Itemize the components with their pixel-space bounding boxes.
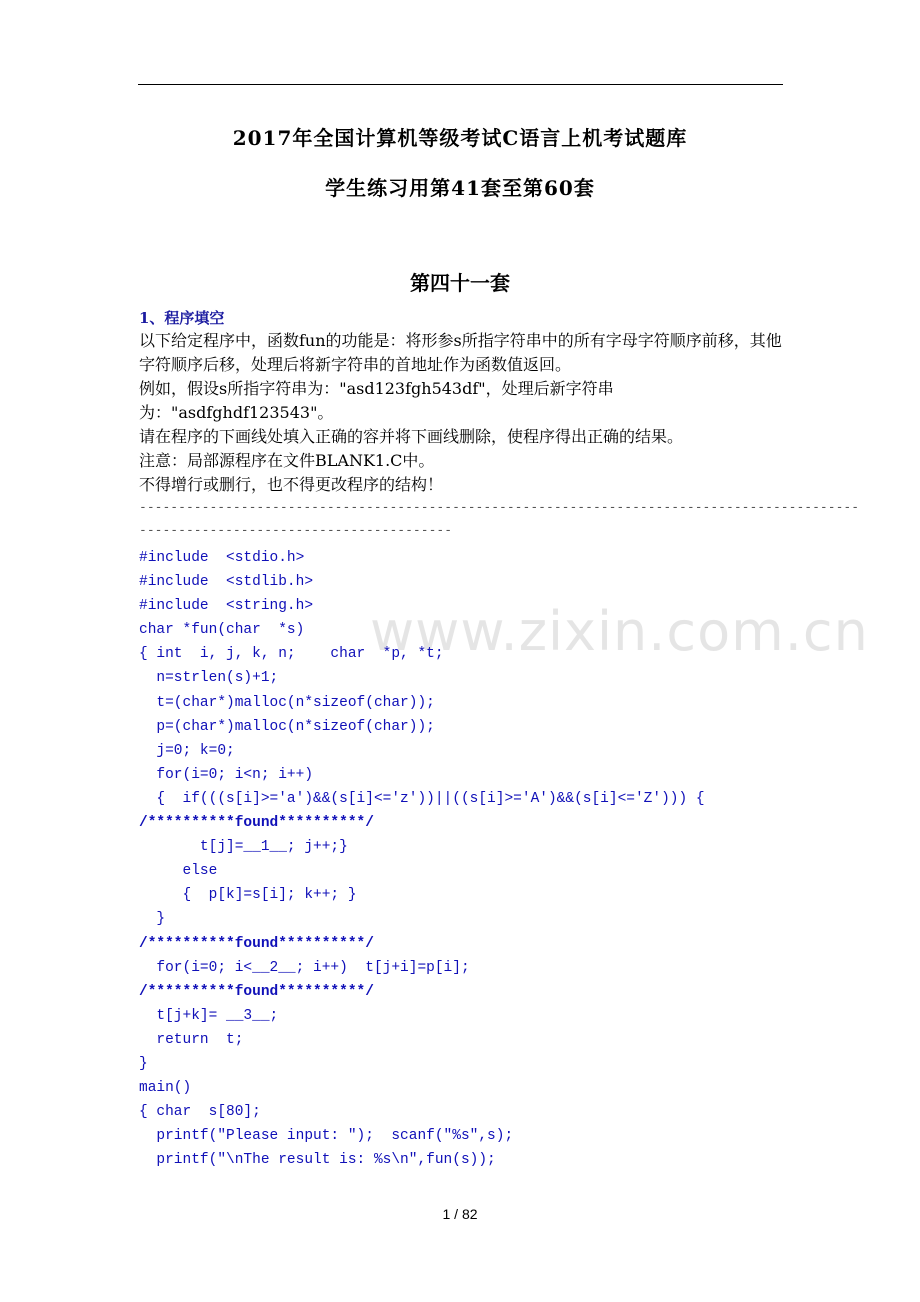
set-heading: 第四十一套 <box>410 271 510 295</box>
document-title: 2017年全国计算机等级考试C语言上机考试题库 <box>232 126 688 150</box>
code-line: #include <string.h> <box>139 598 314 615</box>
code-line: n=strlen(s)+1; <box>139 670 279 687</box>
code-line: { if(((s[i]>='a')&&(s[i]<='z'))||((s[i]>='A')&&(s[i]<='Z'))) { <box>139 790 705 807</box>
code-line: { int i, j, k, n; char *p, *t; <box>139 646 444 663</box>
code-line: } <box>139 911 166 928</box>
found-marker: /**********found**********/ <box>139 935 374 952</box>
code-line: p=(char*)malloc(n*sizeof(char)); <box>139 718 435 735</box>
code-line: else <box>139 863 218 880</box>
header-rule <box>138 84 783 85</box>
watermark: www.zixin.com.cn <box>370 600 869 663</box>
code-line: #include <stdio.h> <box>139 550 305 566</box>
code-line: t[j]=__1__; j++;} <box>139 839 348 856</box>
code-line: t[j+k]= __3__; <box>139 1007 279 1024</box>
code-line: for(i=0; i<__2__; i++) t[j+i]=p[i]; <box>139 959 470 976</box>
divider-line: -------------------------------------------------------------------------------------------- <box>139 500 860 515</box>
document-subtitle: 学生练习用第41套至第60套 <box>325 176 595 200</box>
description-paragraph: 以下给定程序中，函数fun的功能是：将形参s所指字符串中的所有字母字符顺序前移，其他字符顺序后移，处理后将新字符串的首地址作为函数值返回。 <box>139 331 782 374</box>
found-marker: /**********found**********/ <box>139 983 374 1000</box>
found-marker: /**********found**********/ <box>139 815 374 832</box>
code-line: printf("Please input: "); scanf("%s",s); <box>139 1128 514 1145</box>
code-line: main() <box>139 1080 192 1097</box>
code-line: for(i=0; i<n; i++) <box>139 766 314 783</box>
page-number: 1 / 82 <box>442 1206 478 1222</box>
code-line: { char s[80]; <box>139 1104 261 1121</box>
code-block <box>139 546 705 1172</box>
instruction-paragraph: 请在程序的下画线处填入正确的容并将下画线删除，使程序得出正确的结果。 <box>139 427 684 446</box>
code-line: j=0; k=0; <box>139 742 235 759</box>
code-line: return t; <box>139 1031 244 1048</box>
divider-line-continued: ---------------------------------------- <box>139 523 453 538</box>
section-heading: 1、程序填空 <box>139 309 225 327</box>
code-line: t=(char*)malloc(n*sizeof(char)); <box>139 694 435 711</box>
code-line: char *fun(char *s) <box>139 622 305 639</box>
code-line: } <box>139 1055 148 1072</box>
code-line: #include <stdlib.h> <box>139 574 314 591</box>
warning-paragraph: 不得增行或删行，也不得更改程序的结构！ <box>139 475 444 494</box>
example-paragraph: 例如，假设s所指字符串为："asd123fgh543df"，处理后新字符串为："asdfghdf123543"。 <box>139 379 614 422</box>
note-paragraph: 注意：局部源程序在文件BLANK1.C中。 <box>139 451 435 470</box>
code-line: { p[k]=s[i]; k++; } <box>139 887 357 904</box>
code-line: printf("\nThe result is: %s\n",fun(s)); <box>139 1152 496 1169</box>
problem-description <box>139 329 789 497</box>
